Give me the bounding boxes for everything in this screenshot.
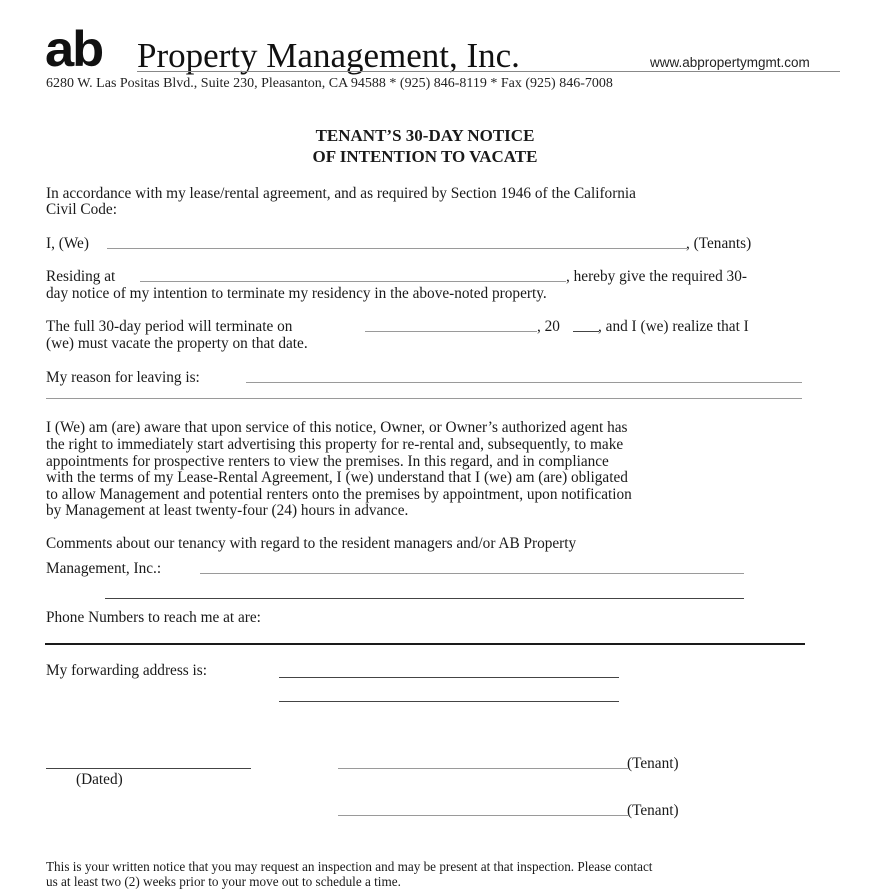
- awareness-line-6: by Management at least twenty-four (24) hours in advance.: [46, 502, 409, 519]
- awareness-line-4: with the terms of my Lease-Rental Agreement, I (we) understand that I (we) am (are) obligated: [46, 469, 628, 486]
- awareness-line-2: the right to immediately start advertising this property for re-rental and, subsequently, to make: [46, 436, 624, 453]
- tenants-suffix: , (Tenants): [686, 235, 752, 252]
- residing-label: Residing at: [46, 268, 116, 285]
- tenants-label: I, (We): [46, 235, 89, 252]
- termination-year-field[interactable]: [573, 331, 599, 332]
- termination-date-field[interactable]: [365, 331, 537, 332]
- residence-address-field[interactable]: [140, 281, 566, 282]
- company-logo: ab: [45, 21, 103, 77]
- period-text-line2: (we) must vacate the property on that date.: [46, 335, 308, 352]
- dated-label: (Dated): [76, 771, 123, 788]
- intro-text-line1: In accordance with my lease/rental agreement, and as required by Section 1946 of the California: [46, 185, 636, 202]
- tenant-signature-field-1[interactable]: [338, 768, 628, 769]
- footer-notice-line1: This is your written notice that you may request an inspection and may be present at that inspection. Please contact: [46, 859, 653, 874]
- period-year-prefix: , 20: [537, 318, 560, 335]
- document-title-line1: TENANT’S 30-DAY NOTICE: [315, 126, 535, 145]
- residing-suffix: , hereby give the required 30-: [566, 268, 747, 285]
- company-address: 6280 W. Las Positas Blvd., Suite 230, Pleasanton, CA 94588 * (925) 846-8119 * Fax (925) 846-7008: [46, 76, 613, 91]
- footer-notice-line2: us at least two (2) weeks prior to your move out to schedule a time.: [46, 874, 401, 889]
- comments-text-line1: Comments about our tenancy with regard to the resident managers and/or AB Property: [46, 535, 577, 552]
- period-label: The full 30-day period will terminate on: [46, 318, 293, 335]
- reason-label: My reason for leaving is:: [46, 369, 200, 386]
- company-website-link[interactable]: www.abpropertymgmt.com: [650, 55, 810, 70]
- reason-field-line1[interactable]: [246, 382, 802, 383]
- awareness-line-1: I (We) am (are) aware that upon service of this notice, Owner, or Owner’s authorized agent has: [46, 419, 628, 436]
- tenant-label-2: (Tenant): [627, 802, 679, 819]
- document-title-line2: OF INTENTION TO VACATE: [312, 147, 538, 166]
- intro-text-line2: Civil Code:: [46, 201, 117, 218]
- date-field[interactable]: [46, 768, 251, 769]
- company-name: Property Management, Inc.: [137, 36, 520, 75]
- comments-field-line2[interactable]: [105, 598, 744, 599]
- forwarding-label: My forwarding address is:: [46, 662, 208, 679]
- tenant-label-1: (Tenant): [627, 755, 679, 772]
- header-divider: [137, 71, 840, 72]
- phone-label: Phone Numbers to reach me at are:: [46, 609, 261, 626]
- tenant-signature-field-2[interactable]: [338, 815, 628, 816]
- period-suffix: , and I (we) realize that I: [598, 318, 749, 335]
- comments-field-line1[interactable]: [200, 573, 744, 574]
- phone-numbers-field[interactable]: [45, 643, 805, 645]
- residing-text-line2: day notice of my intention to terminate my residency in the above-noted property.: [46, 285, 547, 302]
- awareness-line-5: to allow Management and potential renters onto the premises by appointment, upon notification: [46, 486, 632, 503]
- tenant-names-field[interactable]: [107, 248, 687, 249]
- comments-label: Management, Inc.:: [46, 560, 162, 577]
- awareness-line-3: appointments for prospective renters to view the premises. In this regard, and in compliance: [46, 453, 609, 470]
- reason-field-line2[interactable]: [46, 398, 802, 399]
- forwarding-address-field-line1[interactable]: [279, 677, 619, 678]
- forwarding-address-field-line2[interactable]: [279, 701, 619, 702]
